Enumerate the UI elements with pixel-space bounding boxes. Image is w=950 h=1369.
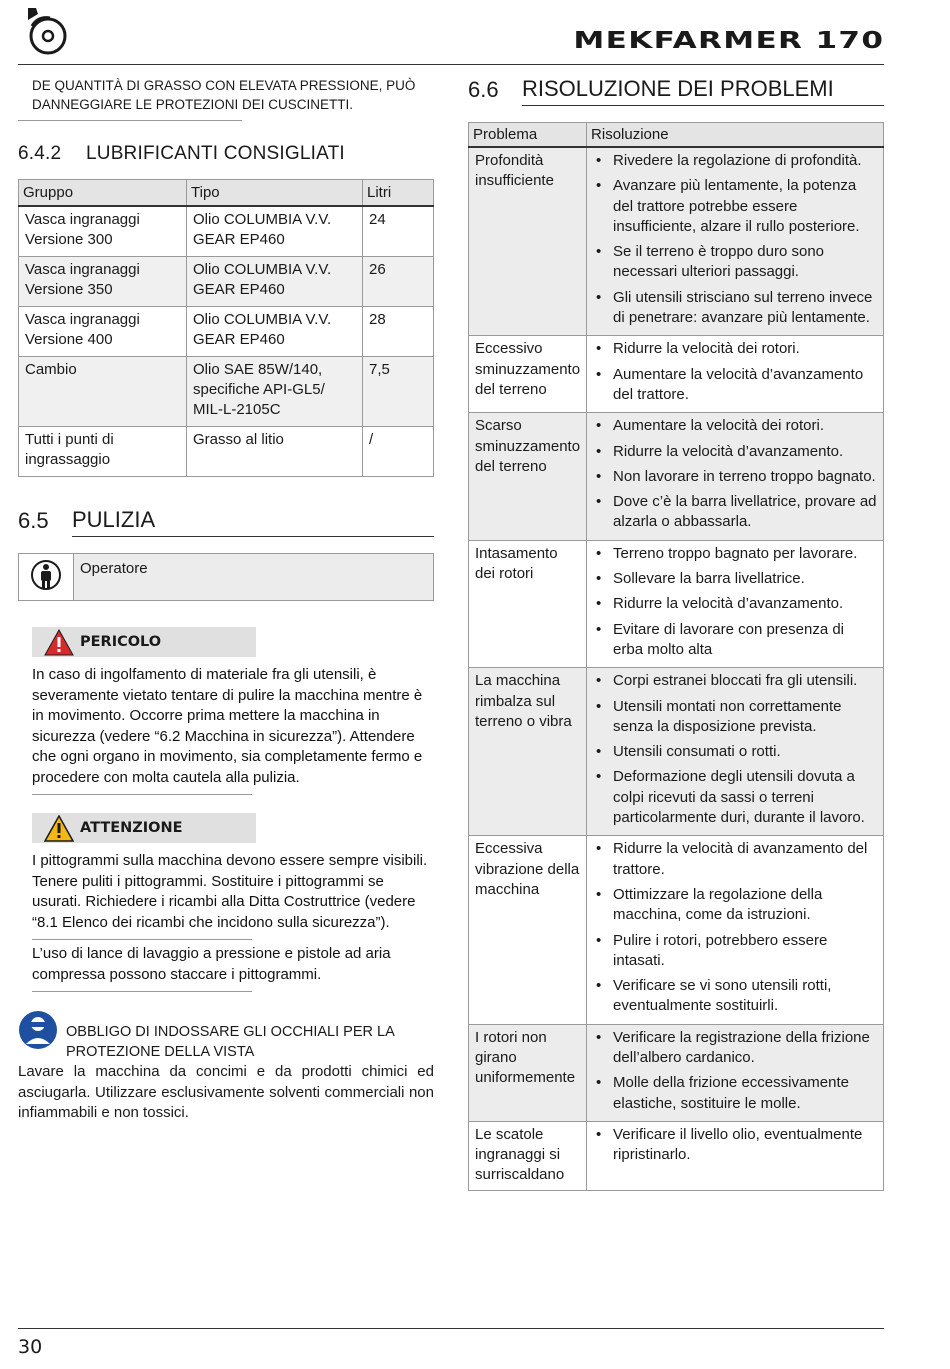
troubleshooting-table	[468, 122, 884, 1191]
solution-cell	[587, 336, 884, 413]
footer-rule	[18, 1328, 884, 1329]
section-heading-66	[468, 76, 884, 106]
table-row	[469, 413, 884, 540]
table-row	[469, 668, 884, 836]
cleaning-text: Lavare la macchina da concimi e da prodotti chimici ed asciugarla. Utilizzare esclusivamente solventi commerciali non infiammabili e non tossici.	[18, 1063, 434, 1121]
page-number: 30	[18, 1336, 43, 1358]
operator-icon	[19, 554, 74, 600]
top-note: DE QUANTITÀ DI GRASSO CON ELEVATA PRESSIONE, PUÒ DANNEGGIARE LE PROTEZIONI DEI CUSCINETTI.	[32, 78, 416, 112]
divider	[32, 991, 252, 992]
list-item: • Molle della frizione eccessivamente elastiche, sostituire le molle.	[593, 1073, 877, 1114]
table-row	[469, 147, 884, 336]
table-cell: 28	[363, 307, 434, 357]
divider	[32, 794, 252, 795]
attention-block	[18, 813, 434, 985]
list-item: • Terreno troppo bagnato per lavorare.	[593, 544, 877, 564]
list-item: • Utensili consumati o rotti.	[593, 742, 877, 762]
table-row	[19, 307, 434, 357]
table-cell: Tutti i punti di ingrassaggio	[19, 427, 187, 477]
left-column	[18, 76, 434, 1124]
table-row	[19, 257, 434, 307]
table-cell: Olio SAE 85W/140, specifiche API-GL5/ MIL-L-2105C	[187, 357, 363, 427]
list-item: • Gli utensili strisciano sul terreno invece di penetrare: avanzare più lentamente.	[593, 288, 877, 329]
table-cell: 26	[363, 257, 434, 307]
attention-heading	[32, 813, 256, 843]
problem-cell: Eccessivo sminuzzamento del terreno	[469, 336, 587, 413]
table-row	[469, 540, 884, 667]
list-item: • Evitare di lavorare con presenza di erba molto alta	[593, 620, 877, 661]
list-item: • Utensili montati non correttamente senza la disposizione prevista.	[593, 697, 877, 738]
section-heading-65	[18, 507, 434, 537]
list-item: • Verificare la registrazione della frizione dell’albero cardanico.	[593, 1028, 877, 1069]
table-cell: Olio COLUMBIA V.V. GEAR EP460	[187, 257, 363, 307]
operator-box	[18, 553, 434, 601]
table-header-row	[19, 180, 434, 207]
list-item: • Avanzare più lentamente, la potenza del trattore potrebbe essere insufficiente, alzare il rullo posteriore.	[593, 176, 877, 237]
divider	[32, 939, 252, 940]
section-title: RISOLUZIONE DEI PROBLEMI	[522, 76, 884, 106]
list-item: • Verificare il livello olio, eventualmente ripristinarlo.	[593, 1125, 877, 1166]
list-item: • Non lavorare in terreno troppo bagnato.	[593, 467, 877, 487]
danger-heading	[32, 627, 256, 657]
section-title: LUBRIFICANTI CONSIGLIATI	[86, 143, 345, 164]
table-row	[469, 1024, 884, 1121]
table-row	[19, 206, 434, 257]
list-item: • Sollevare la barra livellatrice.	[593, 569, 877, 589]
problem-cell: I rotori non girano uniformemente	[469, 1024, 587, 1121]
list-item: • Ridurre la velocità di avanzamento del trattore.	[593, 839, 877, 880]
section-number: 6.4.2	[18, 143, 62, 164]
table-row	[19, 427, 434, 477]
list-item: • Rivedere la regolazione di profondità.	[593, 151, 877, 171]
solution-cell	[587, 668, 884, 836]
section-number: 6.5	[18, 508, 49, 533]
problem-cell: Le scatole ingranaggi si surriscaldano	[469, 1121, 587, 1190]
danger-text: In caso di ingolfamento di materiale fra gli utensili, è severamente vietato tentare di pulire la macchina mentre è in movimento. Occorre prima mettere la macchina in sicurezza (vedere “6.2 Macchina in sicurezza”). Attendere che ogni organo in movimento, sia completamente fermo e procedere con molta cautela alla pulizia.	[32, 666, 423, 786]
list-item: • Ridurre la velocità d’avanzamento.	[593, 442, 877, 462]
table-header-row	[469, 123, 884, 148]
divider	[18, 120, 242, 121]
brand-title: MEKFARMER 170	[573, 28, 884, 54]
attention-text-2: L’uso di lance di lavaggio a pressione e pistole ad aria compressa possono staccare i pittogrammi.	[32, 945, 391, 983]
danger-block	[18, 627, 434, 788]
list-item: • Ridurre la velocità d’avanzamento.	[593, 594, 877, 614]
list-item: • Pulire i rotori, potrebbero essere intasati.	[593, 931, 877, 972]
column-header: Problema	[469, 123, 587, 148]
table-row	[469, 336, 884, 413]
table-row	[469, 1121, 884, 1190]
section-heading-642	[18, 143, 434, 165]
header-rule	[18, 64, 884, 65]
operator-label: Operatore	[80, 560, 148, 577]
list-item: • Ottimizzare la regolazione della macchina, come da istruzioni.	[593, 885, 877, 926]
right-column	[468, 76, 884, 1191]
problem-cell: Profondità insufficiente	[469, 147, 587, 336]
solution-cell	[587, 1024, 884, 1121]
table-row	[19, 357, 434, 427]
attention-label: ATTENZIONE	[80, 820, 183, 836]
table-cell: /	[363, 427, 434, 477]
list-item: • Verificare se vi sono utensili rotti, eventualmente sostituirli.	[593, 976, 877, 1017]
solution-cell	[587, 147, 884, 336]
list-item: • Aumentare la velocità dei rotori.	[593, 416, 877, 436]
danger-label: PERICOLO	[80, 634, 162, 650]
solution-cell	[587, 413, 884, 540]
column-header: Risoluzione	[587, 123, 884, 148]
table-cell: Olio COLUMBIA V.V. GEAR EP460	[187, 206, 363, 257]
problem-cell: Eccessiva vibrazione della macchina	[469, 836, 587, 1024]
column-header: Tipo	[187, 180, 363, 207]
warning-triangle-icon	[44, 815, 74, 842]
section-title: PULIZIA	[72, 507, 434, 537]
table-cell: Vasca ingranaggi Versione 350	[19, 257, 187, 307]
section-number: 6.6	[468, 77, 499, 102]
problem-cell: Intasamento dei rotori	[469, 540, 587, 667]
table-row	[469, 836, 884, 1024]
goggles-title: OBBLIGO DI INDOSSARE GLI OCCHIALI PER LA PROTEZIONE DELLA VISTA	[66, 1024, 394, 1060]
gear-logo-icon	[24, 6, 70, 56]
table-cell: Cambio	[19, 357, 187, 427]
table-cell: Vasca ingranaggi Versione 400	[19, 307, 187, 357]
list-item: • Se il terreno è troppo duro sono necessari ulteriori passaggi.	[593, 242, 877, 283]
column-header: Litri	[363, 180, 434, 207]
table-cell: 24	[363, 206, 434, 257]
problem-cell: La macchina rimbalza sul terreno o vibra	[469, 668, 587, 836]
list-item: • Dove c’è la barra livellatrice, provare ad alzarla o abbassarla.	[593, 492, 877, 533]
column-header: Gruppo	[19, 180, 187, 207]
table-cell: Vasca ingranaggi Versione 300	[19, 206, 187, 257]
goggles-notice	[18, 1010, 434, 1062]
table-cell: Grasso al litio	[187, 427, 363, 477]
problem-cell: Scarso sminuzzamento del terreno	[469, 413, 587, 540]
table-cell: 7,5	[363, 357, 434, 427]
table-cell: Olio COLUMBIA V.V. GEAR EP460	[187, 307, 363, 357]
solution-cell	[587, 836, 884, 1024]
solution-cell	[587, 1121, 884, 1190]
list-item: • Ridurre la velocità dei rotori.	[593, 339, 877, 359]
list-item: • Deformazione degli utensili dovuta a colpi ricevuti da sassi o terreni particolarmente duri, durante il lavoro.	[593, 767, 877, 828]
danger-triangle-icon	[44, 629, 74, 656]
attention-text: I pittogrammi sulla macchina devono essere sempre visibili. Tenere puliti i pittogrammi. Sostituire i pittogrammi se usurati. Richiedere i ricambi alla Ditta Costruttrice (vedere “8.1 Elenco dei ricambi che incidono sulla sicurezza”).	[32, 852, 428, 931]
solution-cell	[587, 540, 884, 667]
list-item: • Aumentare la velocità d’avanzamento del trattore.	[593, 365, 877, 406]
safety-goggles-icon	[18, 1010, 66, 1062]
lubricants-table	[18, 179, 434, 477]
list-item: • Corpi estranei bloccati fra gli utensili.	[593, 671, 877, 691]
